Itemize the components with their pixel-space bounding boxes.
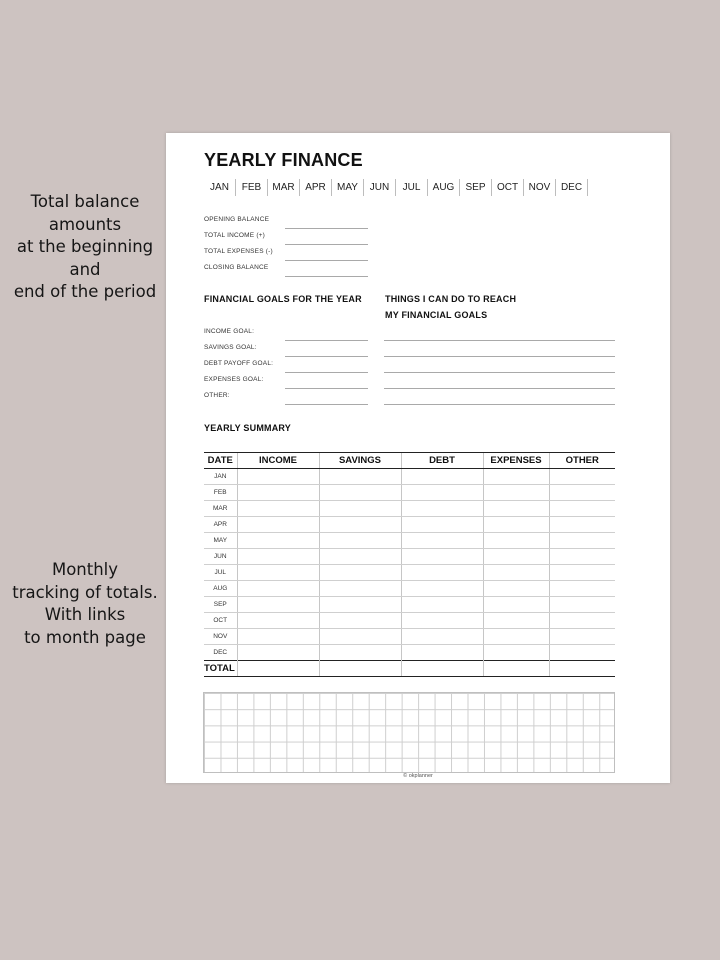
closing-balance-label: CLOSING BALANCE bbox=[204, 264, 269, 271]
month-nav bbox=[204, 179, 588, 196]
month-link-mar[interactable]: MAR bbox=[268, 179, 300, 196]
cell[interactable] bbox=[401, 645, 483, 661]
table-row bbox=[204, 629, 615, 645]
cell[interactable] bbox=[237, 517, 319, 533]
yearly-summary-table bbox=[204, 452, 615, 677]
row-month-link[interactable]: NOV bbox=[204, 629, 237, 645]
total-expenses-label: TOTAL EXPENSES (-) bbox=[204, 248, 273, 255]
things-line[interactable] bbox=[384, 388, 615, 389]
debt-payoff-goal-label: DEBT PAYOFF GOAL: bbox=[204, 360, 274, 367]
cell[interactable] bbox=[549, 565, 615, 581]
cell[interactable] bbox=[401, 613, 483, 629]
cell[interactable] bbox=[319, 629, 401, 645]
cell[interactable] bbox=[483, 661, 549, 677]
month-link-aug[interactable]: AUG bbox=[428, 179, 460, 196]
annotation-monthly-tracking: Monthly tracking of totals. With links to month page bbox=[12, 560, 158, 647]
closing-balance-line[interactable] bbox=[285, 276, 368, 277]
cell[interactable] bbox=[319, 661, 401, 677]
table-row bbox=[204, 533, 615, 549]
cell[interactable] bbox=[401, 485, 483, 501]
cell[interactable] bbox=[237, 469, 319, 485]
total-income-label: TOTAL INCOME (+) bbox=[204, 232, 266, 239]
cell[interactable] bbox=[483, 565, 549, 581]
total-income-line[interactable] bbox=[285, 244, 368, 245]
cell[interactable] bbox=[237, 613, 319, 629]
cell[interactable] bbox=[237, 533, 319, 549]
row-month-link[interactable]: AUG bbox=[204, 581, 237, 597]
expenses-goal-line[interactable] bbox=[285, 388, 368, 389]
cell[interactable] bbox=[483, 533, 549, 549]
table-row bbox=[204, 469, 615, 485]
table-row bbox=[204, 501, 615, 517]
expenses-goal-label: EXPENSES GOAL: bbox=[204, 376, 264, 383]
month-link-feb[interactable]: FEB bbox=[236, 179, 268, 196]
table-row bbox=[204, 613, 615, 629]
cell[interactable] bbox=[549, 645, 615, 661]
things-line[interactable] bbox=[384, 356, 615, 357]
col-other: OTHER bbox=[549, 453, 615, 469]
cell[interactable] bbox=[549, 501, 615, 517]
cell[interactable] bbox=[237, 501, 319, 517]
cell[interactable] bbox=[483, 485, 549, 501]
table-header-row bbox=[204, 453, 615, 469]
row-month-link[interactable]: JAN bbox=[204, 469, 237, 485]
cell[interactable] bbox=[549, 613, 615, 629]
debt-payoff-goal-line[interactable] bbox=[285, 372, 368, 373]
month-link-sep[interactable]: SEP bbox=[460, 179, 492, 196]
cell[interactable] bbox=[483, 629, 549, 645]
things-line[interactable] bbox=[384, 372, 615, 373]
things-to-do-heading-line1: THINGS I CAN DO TO REACH bbox=[385, 294, 517, 304]
month-link-jul[interactable]: JUL bbox=[396, 179, 428, 196]
col-expenses: EXPENSES bbox=[483, 453, 549, 469]
month-link-jun[interactable]: JUN bbox=[364, 179, 396, 196]
month-link-oct[interactable]: OCT bbox=[492, 179, 524, 196]
cell[interactable] bbox=[319, 613, 401, 629]
cell[interactable] bbox=[483, 549, 549, 565]
month-link-nov[interactable]: NOV bbox=[524, 179, 556, 196]
cell[interactable] bbox=[549, 469, 615, 485]
total-expenses-line[interactable] bbox=[285, 260, 368, 261]
cell[interactable] bbox=[319, 501, 401, 517]
savings-goal-label: SAVINGS GOAL: bbox=[204, 344, 257, 351]
cell[interactable] bbox=[483, 645, 549, 661]
cell[interactable] bbox=[319, 565, 401, 581]
table-row bbox=[204, 597, 615, 613]
cell[interactable] bbox=[549, 581, 615, 597]
cell[interactable] bbox=[319, 645, 401, 661]
income-goal-line[interactable] bbox=[285, 340, 368, 341]
cell[interactable] bbox=[483, 581, 549, 597]
cell[interactable] bbox=[401, 581, 483, 597]
planner-page bbox=[166, 133, 670, 783]
col-date: DATE bbox=[204, 453, 237, 469]
cell[interactable] bbox=[483, 517, 549, 533]
table-row bbox=[204, 485, 615, 501]
income-goal-label: INCOME GOAL: bbox=[204, 328, 255, 335]
cell[interactable] bbox=[401, 469, 483, 485]
cell[interactable] bbox=[237, 629, 319, 645]
annotation-balance: Total balance amounts at the beginning and end of the period bbox=[13, 192, 157, 301]
table-row bbox=[204, 549, 615, 565]
row-month-link[interactable]: OCT bbox=[204, 613, 237, 629]
things-line[interactable] bbox=[384, 404, 615, 405]
cell[interactable] bbox=[237, 597, 319, 613]
cell[interactable] bbox=[401, 597, 483, 613]
row-month-link[interactable]: JUN bbox=[204, 549, 237, 565]
cell[interactable] bbox=[401, 629, 483, 645]
cell[interactable] bbox=[319, 533, 401, 549]
savings-goal-line[interactable] bbox=[285, 356, 368, 357]
cell[interactable] bbox=[237, 549, 319, 565]
col-debt: DEBT bbox=[401, 453, 483, 469]
row-month-link[interactable]: FEB bbox=[204, 485, 237, 501]
cell[interactable] bbox=[401, 565, 483, 581]
cell[interactable] bbox=[483, 597, 549, 613]
cell[interactable] bbox=[483, 469, 549, 485]
row-month-link[interactable]: APR bbox=[204, 517, 237, 533]
cell[interactable] bbox=[483, 501, 549, 517]
cell[interactable] bbox=[237, 565, 319, 581]
month-link-dec[interactable]: DEC bbox=[556, 179, 588, 196]
cell[interactable] bbox=[319, 485, 401, 501]
cell[interactable] bbox=[549, 629, 615, 645]
cell[interactable] bbox=[549, 517, 615, 533]
month-link-may[interactable]: MAY bbox=[332, 179, 364, 196]
other-goal-line[interactable] bbox=[285, 404, 368, 405]
opening-balance-label: OPENING BALANCE bbox=[204, 216, 270, 223]
col-income: INCOME bbox=[237, 453, 319, 469]
cell[interactable] bbox=[237, 661, 319, 677]
table-row bbox=[204, 581, 615, 597]
table-total-row bbox=[204, 661, 615, 677]
cell[interactable] bbox=[319, 549, 401, 565]
page-title: YEARLY FINANCE bbox=[204, 150, 363, 170]
cell[interactable] bbox=[319, 469, 401, 485]
col-savings: SAVINGS bbox=[319, 453, 401, 469]
total-label: TOTAL bbox=[204, 661, 237, 677]
financial-goals-heading: FINANCIAL GOALS FOR THE YEAR bbox=[204, 294, 362, 304]
cell[interactable] bbox=[237, 645, 319, 661]
cell[interactable] bbox=[401, 533, 483, 549]
cell[interactable] bbox=[401, 501, 483, 517]
cell[interactable] bbox=[401, 661, 483, 677]
cell[interactable] bbox=[549, 485, 615, 501]
cell[interactable] bbox=[549, 533, 615, 549]
cell[interactable] bbox=[483, 613, 549, 629]
other-goal-label: OTHER: bbox=[204, 392, 230, 399]
things-line[interactable] bbox=[384, 340, 615, 341]
row-month-link[interactable]: DEC bbox=[213, 649, 228, 656]
table-row bbox=[204, 565, 615, 581]
table-row bbox=[204, 645, 615, 661]
yearly-summary-heading: YEARLY SUMMARY bbox=[204, 423, 291, 433]
row-month-link[interactable]: JUL bbox=[204, 565, 237, 581]
month-link-apr[interactable]: APR bbox=[300, 179, 332, 196]
cell[interactable] bbox=[237, 485, 319, 501]
row-month-link[interactable]: MAR bbox=[204, 501, 237, 517]
cell[interactable] bbox=[319, 581, 401, 597]
notes-grid[interactable] bbox=[203, 692, 615, 773]
cell[interactable] bbox=[549, 597, 615, 613]
cell[interactable] bbox=[237, 581, 319, 597]
opening-balance-line[interactable] bbox=[285, 228, 368, 229]
footer-credit: © okplanner bbox=[403, 773, 433, 779]
cell[interactable] bbox=[549, 549, 615, 565]
month-link-jan[interactable]: JAN bbox=[204, 179, 236, 196]
cell[interactable] bbox=[401, 517, 483, 533]
cell[interactable] bbox=[549, 661, 615, 677]
row-month-link[interactable]: SEP bbox=[204, 597, 237, 613]
cell[interactable] bbox=[319, 597, 401, 613]
things-to-do-heading-line2: MY FINANCIAL GOALS bbox=[385, 310, 488, 320]
cell[interactable] bbox=[319, 517, 401, 533]
cell[interactable] bbox=[401, 549, 483, 565]
row-month-link[interactable]: MAY bbox=[204, 533, 237, 549]
table-row bbox=[204, 517, 615, 533]
